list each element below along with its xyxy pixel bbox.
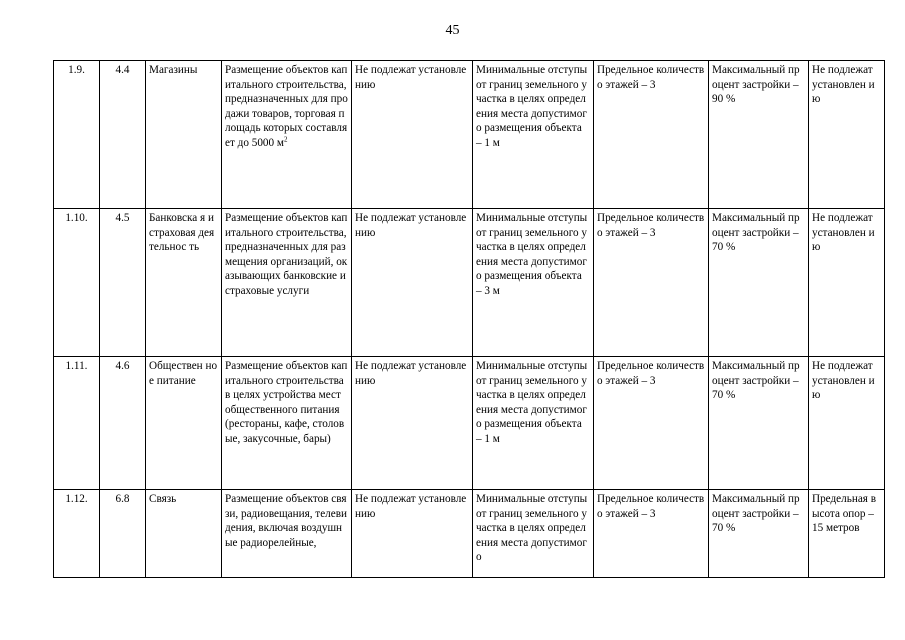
use-code: 4.5 <box>115 212 130 224</box>
floors-cell <box>594 209 709 357</box>
other-params-cell <box>809 357 885 490</box>
setbacks: Минимальные отступы от границ земельного участка в целях определения места допустимого размещения объекта – 1 м <box>476 360 590 445</box>
other-params: Не подлежат установлен ию <box>812 212 876 254</box>
other-params-cell <box>809 209 885 357</box>
min-plot-size-cell <box>352 490 473 578</box>
page-number: 45 <box>445 23 460 38</box>
row-number-cell <box>54 61 100 209</box>
row-number: 1.10. <box>65 212 88 224</box>
other-params-cell <box>809 490 885 578</box>
table-row <box>54 490 885 578</box>
use-code: 6.8 <box>115 493 130 505</box>
land-use-table <box>53 60 885 578</box>
use-description: Размещение объектов капитального строительства в целях устройства мест общественного питания (рестораны, кафе, столовые, закусочные, бары) <box>225 360 348 445</box>
use-name: Обществен ное питание <box>149 360 218 387</box>
table-row <box>54 209 885 357</box>
coverage: Максимальный процент застройки – 90 % <box>712 64 802 106</box>
use-name: Банковска я и страховая деятельнос ть <box>149 212 217 254</box>
floors-limit: Предельное количество этажей – 3 <box>597 360 705 387</box>
use-code: 4.4 <box>115 64 130 76</box>
floors-cell <box>594 61 709 209</box>
use-description-cell <box>222 61 352 209</box>
row-number: 1.12. <box>65 493 88 505</box>
setbacks: Минимальные отступы от границ земельного участка в целях определения места допустимого размещения объекта – 1 м <box>476 64 590 149</box>
use-description-cell <box>222 209 352 357</box>
other-params-cell <box>809 61 885 209</box>
table-row <box>54 357 885 490</box>
use-code-cell <box>100 357 146 490</box>
min-plot-size: Не подлежат установлению <box>355 493 467 520</box>
floors-limit: Предельное количество этажей – 3 <box>597 212 705 239</box>
floors-cell <box>594 357 709 490</box>
use-code-cell <box>100 490 146 578</box>
use-name-cell <box>146 61 222 209</box>
setbacks-cell <box>473 209 594 357</box>
use-description: Размещение объектов капитального строительства, предназначенных для продажи товаров, торговая площадь которых составляет до 5000 м <box>225 64 350 149</box>
setbacks: Минимальные отступы от границ земельного участка в целях определения места допустимого размещения объекта – 3 м <box>476 212 590 297</box>
coverage-cell <box>709 490 809 578</box>
other-params: Предельная высота опор – 15 метров <box>812 493 877 535</box>
coverage-cell <box>709 61 809 209</box>
superscript: 2 <box>284 135 288 144</box>
setbacks-cell <box>473 61 594 209</box>
use-description: Размещение объектов капитального строительства, предназначенных для размещения организаций, оказывающих банковские и страховые услуги <box>225 212 350 297</box>
min-plot-size-cell <box>352 61 473 209</box>
row-number-cell <box>54 490 100 578</box>
setbacks: Минимальные отступы от границ земельного участка в целях определения места допустимого <box>476 493 590 564</box>
min-plot-size-cell <box>352 357 473 490</box>
min-plot-size: Не подлежат установлению <box>355 360 467 387</box>
floors-limit: Предельное количество этажей – 3 <box>597 64 705 91</box>
row-number-cell <box>54 209 100 357</box>
row-number: 1.9. <box>68 64 85 76</box>
min-plot-size-cell <box>352 209 473 357</box>
use-name-cell <box>146 490 222 578</box>
use-code: 4.6 <box>115 360 130 372</box>
setbacks-cell <box>473 357 594 490</box>
use-name: Магазины <box>149 64 198 76</box>
other-params: Не подлежат установлен ию <box>812 64 876 106</box>
floors-cell <box>594 490 709 578</box>
min-plot-size: Не подлежат установлению <box>355 212 467 239</box>
setbacks-cell <box>473 490 594 578</box>
coverage-cell <box>709 209 809 357</box>
coverage: Максимальный процент застройки – 70 % <box>712 360 802 402</box>
row-number-cell <box>54 357 100 490</box>
use-name: Связь <box>149 493 177 505</box>
coverage: Максимальный процент застройки – 70 % <box>712 212 802 254</box>
use-name-cell <box>146 357 222 490</box>
use-code-cell <box>100 61 146 209</box>
use-code-cell <box>100 209 146 357</box>
table-row <box>54 61 885 209</box>
coverage-cell <box>709 357 809 490</box>
use-name-cell <box>146 209 222 357</box>
use-description-cell <box>222 357 352 490</box>
coverage: Максимальный процент застройки – 70 % <box>712 493 802 535</box>
use-description: Размещение объектов связи, радиовещания, телевидения, включая воздушные радиорелейные, <box>225 493 347 549</box>
use-description-cell <box>222 490 352 578</box>
min-plot-size: Не подлежат установлению <box>355 64 467 91</box>
floors-limit: Предельное количество этажей – 3 <box>597 493 705 520</box>
row-number: 1.11. <box>65 360 88 372</box>
other-params: Не подлежат установлен ию <box>812 360 876 402</box>
